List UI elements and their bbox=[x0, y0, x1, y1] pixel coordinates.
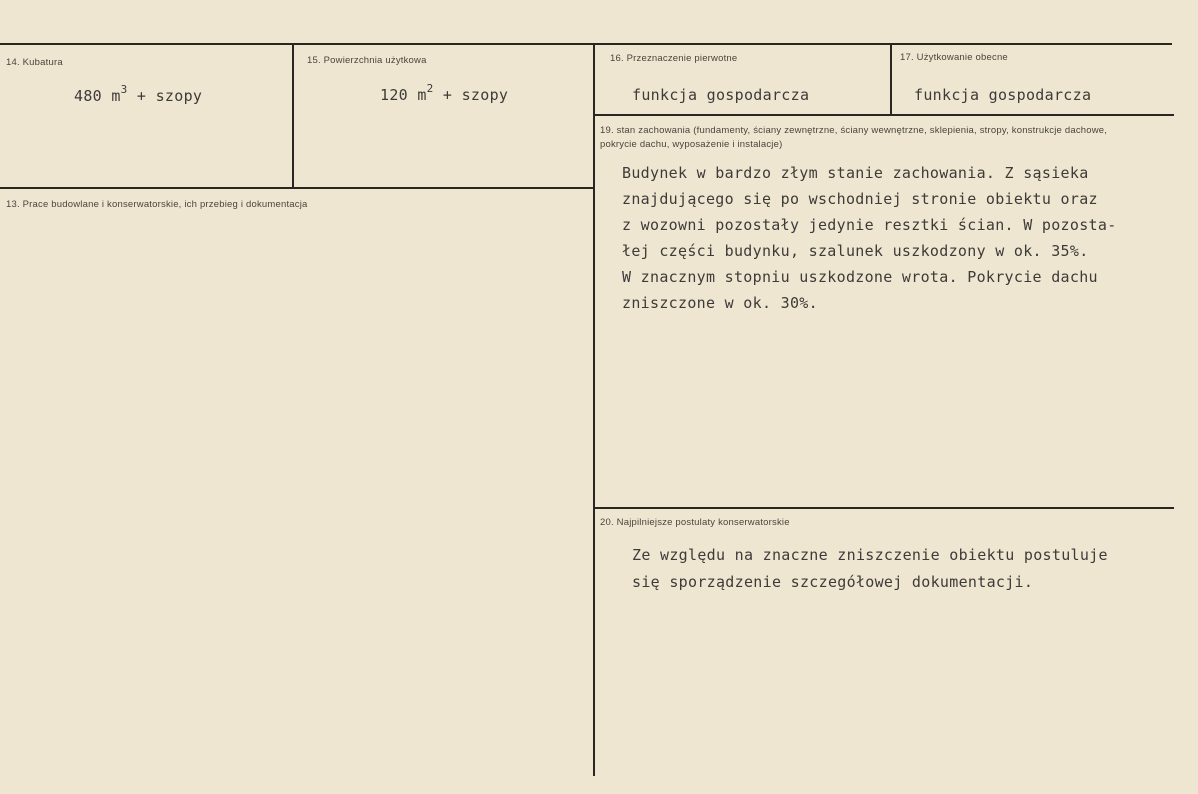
kubatura-exponent: 3 bbox=[120, 83, 128, 96]
stan-line: łej części budynku, szalunek uszkodzony w ok. 35%. bbox=[622, 242, 1089, 260]
stan-line: Budynek w bardzo złym stanie zachowania. Z sąsieka bbox=[622, 164, 1089, 182]
stan-line: zniszczone w ok. 30%. bbox=[622, 294, 818, 312]
divider-14-15 bbox=[292, 45, 294, 188]
postulaty-line: się sporządzenie szczegółowej dokumentacji. bbox=[632, 573, 1034, 591]
label-postulaty: 20. Najpilniejsze postulaty konserwatorskie bbox=[600, 517, 790, 528]
stan-line: znajdującego się po wschodniej stronie obiektu oraz bbox=[622, 190, 1098, 208]
text-stan-zachowania bbox=[622, 160, 1117, 316]
value-przeznaczenie: funkcja gospodarcza bbox=[632, 86, 810, 104]
label-powierzchnia: 15. Powierzchnia użytkowa bbox=[307, 55, 427, 66]
postulaty-line: Ze względu na znaczne zniszczenie obiektu postuluje bbox=[632, 546, 1108, 564]
divider-16-17 bbox=[890, 45, 892, 115]
kubatura-suffix: + szopy bbox=[127, 87, 203, 105]
label-przeznaczenie: 16. Przeznaczenie pierwotne bbox=[610, 53, 738, 64]
stan-line: z wozowni pozostały jedynie resztki ścian. W pozosta- bbox=[622, 216, 1117, 234]
powierzchnia-number: 120 m bbox=[380, 86, 427, 104]
rule-above-19 bbox=[594, 114, 1174, 116]
rule-above-20 bbox=[594, 507, 1174, 509]
kubatura-number: 480 m bbox=[74, 87, 121, 105]
text-postulaty bbox=[632, 542, 1108, 596]
value-kubatura bbox=[74, 83, 203, 105]
top-rule bbox=[0, 43, 1172, 45]
powierzchnia-suffix: + szopy bbox=[433, 86, 509, 104]
center-divider bbox=[593, 45, 595, 776]
stan-line: W znacznym stopniu uszkodzone wrota. Pokrycie dachu bbox=[622, 268, 1098, 286]
label-prace-budowlane: 13. Prace budowlane i konserwatorskie, ich przebieg i dokumentacja bbox=[6, 199, 308, 210]
powierzchnia-exponent: 2 bbox=[426, 82, 434, 95]
rule-above-13 bbox=[0, 187, 594, 189]
label-kubatura: 14. Kubatura bbox=[6, 57, 63, 68]
value-uzytkowanie: funkcja gospodarcza bbox=[914, 86, 1092, 104]
value-powierzchnia bbox=[380, 82, 509, 104]
label-uzytkowanie: 17. Użytkowanie obecne bbox=[900, 52, 1008, 63]
label-stan-zachowania: 19. stan zachowania (fundamenty, ściany zewnętrzne, ściany wewnętrzne, sklepienia, stropy, konstrukcje dachowe, pokrycie dachu, wyposażenie i instalacje) bbox=[600, 125, 1108, 150]
